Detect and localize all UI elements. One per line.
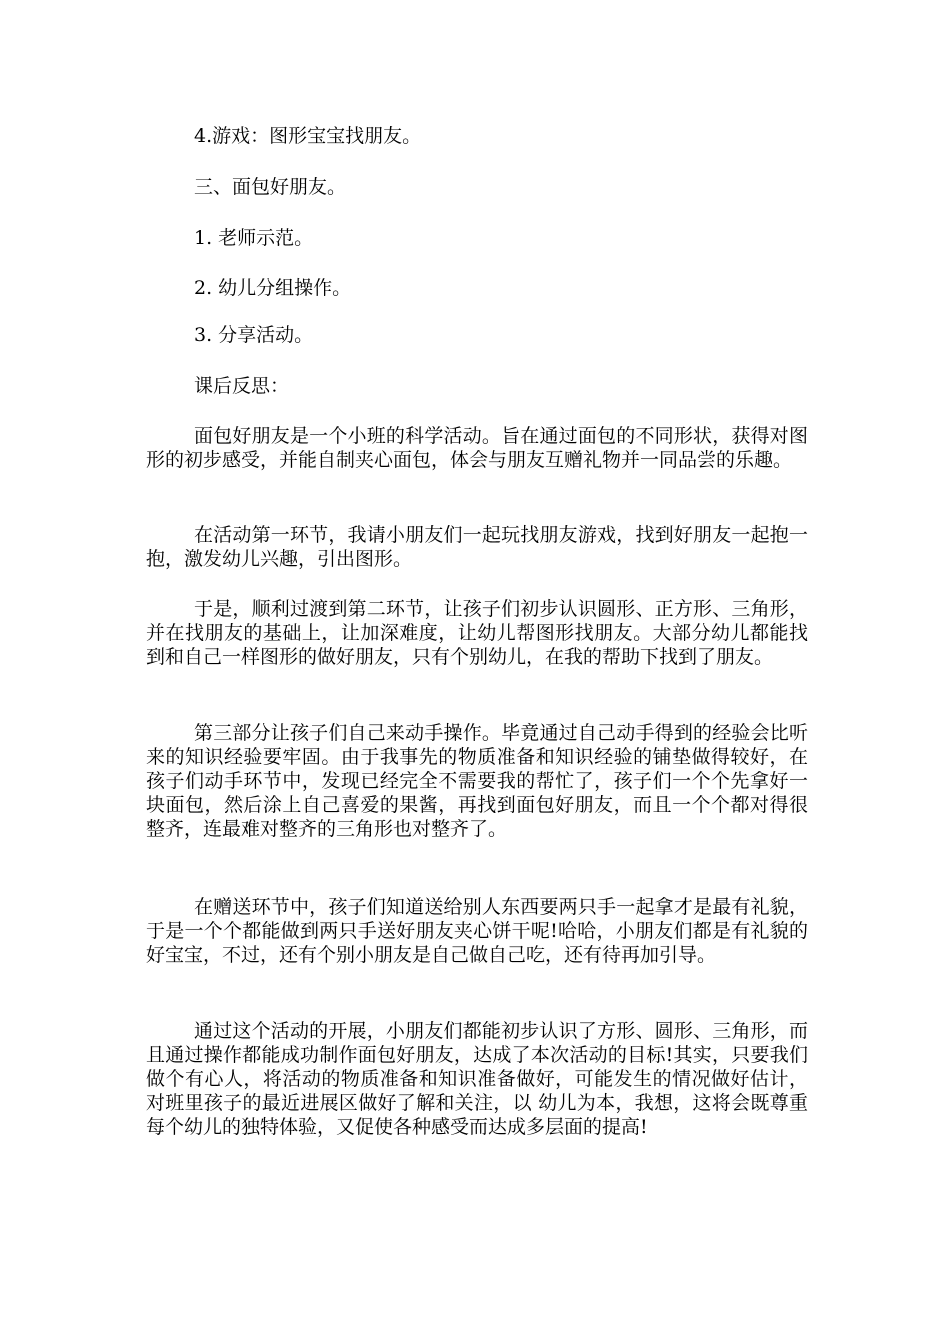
section-heading: 三、面包好朋友。 xyxy=(194,176,347,198)
reflection-heading: 课后反思： xyxy=(194,375,290,397)
paragraph-2: 在活动第一环节，我请小朋友们一起玩找朋友游戏，找到好朋友一起抱一抱，激发幼儿兴趣，引出图形。 xyxy=(146,524,808,570)
item-teacher-demo: 1. 老师示范。 xyxy=(194,227,314,249)
paragraph-6: 通过这个活动的开展，小朋友们都能初步认识了方形、圆形、三角形，而且通过操作都能成功制作面包好朋友，达成了本次活动的目标!其实，只要我们做个有心人，将活动的物质准备和知识准备做好，可能发生的情况做好估计，对班里孩子的最近进展区做好了解和关注，以 幼儿为本，我想，这将会既尊重每个幼儿的独特体验，又促使各种感受而达成多层面的提高! xyxy=(146,1020,808,1138)
paragraph-5: 在赠送环节中，孩子们知道送给别人东西要两只手一起拿才是最有礼貌，于是一个个都能做到两只手送好朋友夹心饼干呢!哈哈，小朋友们都是有礼貌的好宝宝，不过，还有个别小朋友是自己做自己吃，还有待再加引导。 xyxy=(146,896,808,966)
paragraph-3: 于是，顺利过渡到第二环节，让孩子们初步认识圆形、正方形、三角形，并在找朋友的基础上，让加深难度，让幼儿帮图形找朋友。大部分幼儿都能找到和自己一样图形的做好朋友，只有个别幼儿，在我的帮助下找到了朋友。 xyxy=(146,598,808,668)
paragraph-4: 第三部分让孩子们自己来动手操作。毕竟通过自己动手得到的经验会比听来的知识经验要牢固。由于我事先的物质准备和知识经验的铺垫做得较好，在孩子们动手环节中，发现已经完全不需要我的帮忙了，孩子们一个个先拿好一块面包，然后涂上自己喜爱的果酱，再找到面包好朋友，而且一个个都对得很整齐，连最难对整齐的三角形也对整齐了。 xyxy=(146,722,808,840)
item-group-work: 2. 幼儿分组操作。 xyxy=(194,277,352,299)
item-game: 4.游戏：图形宝宝找朋友。 xyxy=(194,125,422,147)
item-share-activity: 3. 分享活动。 xyxy=(194,324,314,346)
paragraph-1: 面包好朋友是一个小班的科学活动。旨在通过面包的不同形状，获得对图形的初步感受，并能自制夹心面包，体会与朋友互赠礼物并一同品尝的乐趣。 xyxy=(146,425,808,471)
